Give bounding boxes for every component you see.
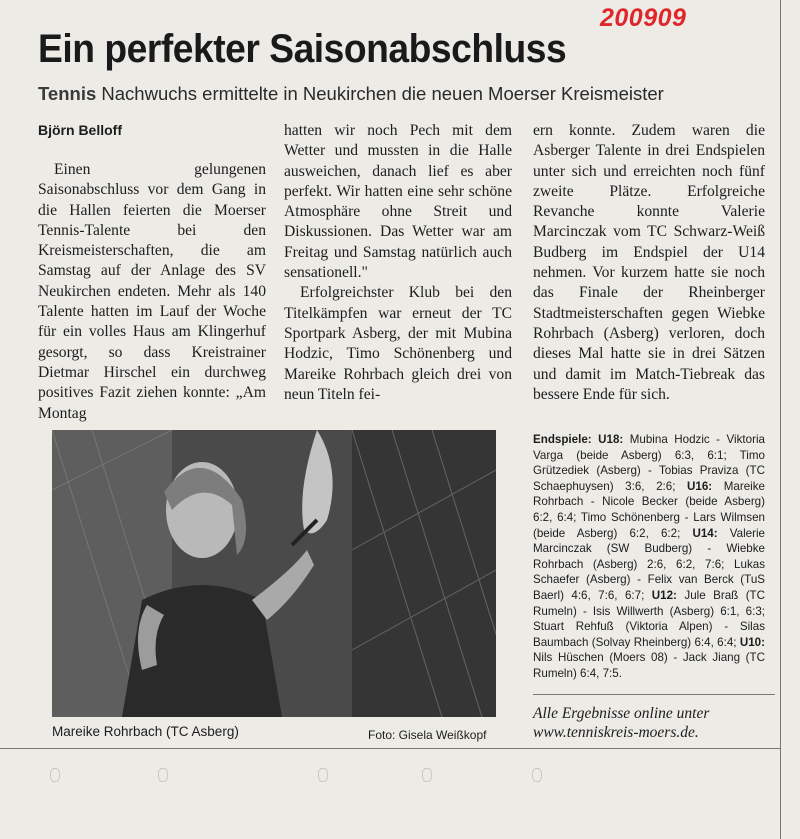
subheadline-text: Nachwuchs ermittelte in Neukirchen die neuen Moerser Kreismeister: [101, 83, 664, 104]
punch-hole: [318, 768, 328, 782]
results-list: [533, 432, 765, 682]
results-u14: Valerie Marcinczak (SW Budberg) - Wiebke Rohrbach (Asberg) 2:6, 6:2, 7:6; Lukas Schaefer (Asberg) - Felix van Berck (TuS Baerl) 4:6, 7:6, 6:7;: [533, 526, 765, 602]
page-edge-line: [780, 0, 781, 839]
online-results-note: [533, 704, 773, 742]
results-label: Endspiele:: [533, 433, 592, 446]
results-u18: Mubina Hodzic - Viktoria Varga (beide Asberg) 6:3, 6:1; Timo Grützediek (Asberg) - Tobias Praviza (TC Schaephuysen) 3:6, 2:6;: [533, 433, 765, 493]
results-divider: [533, 694, 775, 695]
author-byline: Björn Belloff: [38, 122, 122, 138]
article-photo: [52, 430, 496, 717]
punch-hole: [50, 768, 60, 782]
photo-tennis-player: [52, 430, 496, 717]
headline: Ein perfekter Saisonabschluss: [38, 27, 567, 71]
subheadline: [38, 82, 664, 106]
punch-hole: [422, 768, 432, 782]
punch-hole: [158, 768, 168, 782]
article-paragraph: Erfolgreichster Klub bei den Titelkämpfen war erneut der TC Sportpark Asberg, der mit Mubina Hodzic, Timo Schönenberg und Mareike Rohrbach gleich drei von neun Titeln fei-: [284, 284, 512, 403]
article-column-1: [38, 160, 266, 424]
online-note-line: Alle Ergebnisse online unter: [533, 705, 710, 722]
article-paragraph: Einen gelungenen Saisonabschluss vor dem Gang in die Hallen feierten die Moerser Tennis-Talente bei den Kreismeisterschaften, die am Samstag auf der Anlage des SV Neukirchen endeten. Mehr als 140 Talente hatten im Lauf der Woche für ein volles Haus am Klingerhuf gesorgt, so dass Kreistrainer Dietmar Hirschel ein durchweg positives Fazit ziehen konnte: „Am Montag: [38, 161, 266, 422]
section-kicker: Tennis: [38, 83, 97, 104]
date-stamp: 200909: [600, 4, 687, 32]
article-paragraph: ern konnte. Zudem waren die Asberger Talente in drei Endspielen unter sich und erreichten noch fünf zweite Plätze. Erfolgreiche Revanche konnte Valerie Marcinczak vom TC Schwarz-Weiß Budberg im Endspiel der U14 nehmen. Vor kurzem hatte sie noch das Finale der Rheinberger Stadtmeisterschaften gegen Wiebke Rohrbach (Asberg) verloren, doch dieses Mal hatte sie in drei Sätzen und damit im Match-Tiebreak das bessere Ende für sich.: [533, 122, 765, 403]
results-u12: Jule Braß (TC Rumeln) - Isis Willwerth (Asberg) 6:1, 6:3; Stuart Rehfuß (Viktoria Alpen) - Silas Baumbach (Solvay Rheinberg) 6:4, 6:4;: [533, 588, 766, 649]
results-u18-label: U18:: [598, 433, 624, 446]
online-note-url: www.tenniskreis-moers.de.: [533, 724, 699, 741]
results-u14-label: U14:: [692, 526, 718, 540]
results-u12-label: U12:: [651, 588, 677, 602]
article-column-3: [533, 121, 765, 405]
page-divider: [0, 748, 780, 749]
punch-hole: [532, 768, 542, 782]
article-column-2: [284, 121, 512, 405]
photo-credit: Foto: Gisela Weißkopf: [368, 728, 487, 742]
results-u16-label: U16:: [687, 479, 713, 493]
photo-caption: Mareike Rohrbach (TC Asberg): [52, 724, 239, 739]
article-paragraph: hatten wir noch Pech mit dem Wetter und mussten in die Halle ausweichen, danach lief es aber perfekt. Wir hatten eine sehr schöne Atmosphäre ohne Streit und Diskussionen. Das Wetter war am Freitag und Samstag natürlich auch sensationell.": [284, 122, 512, 282]
results-u16: Mareike Rohrbach - Nicole Becker (beide Asberg) 6:2, 6:4; Timo Schönenberg - Lars Wilmsen (beide Asberg) 6:2, 6:2;: [533, 479, 765, 540]
results-u10-label: U10:: [739, 635, 765, 649]
results-u10: Nils Hüschen (Moers 08) - Jack Jiang (TC Rumeln) 6:4, 7:5.: [533, 651, 765, 680]
